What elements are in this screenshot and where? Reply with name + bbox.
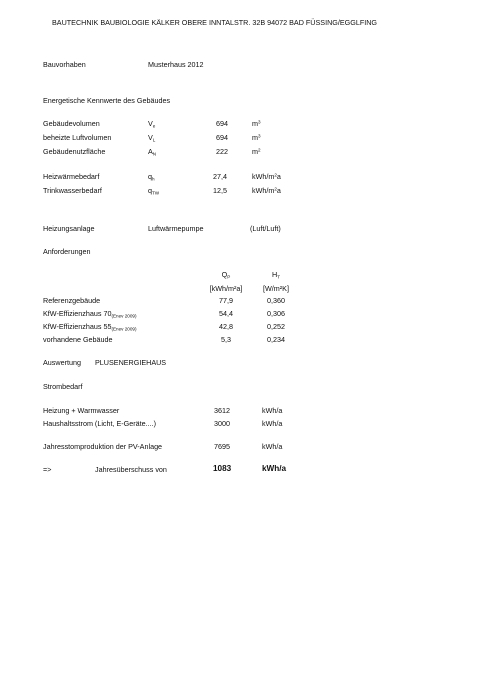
requirements-title: Anforderungen: [43, 247, 91, 256]
row-label: beheizte Luftvolumen: [43, 133, 112, 142]
row-unit: $m^3$: [252, 119, 261, 128]
row-label: Referenzgebäude: [43, 296, 101, 305]
row-value: 222: [216, 147, 228, 156]
row-symbol: $q_h$: [148, 172, 155, 182]
row-label: Heizung + Warmwasser: [43, 406, 120, 415]
row-unit: $m^3$: [252, 133, 261, 142]
row-label: Jahresstomproduktion der PV-Anlage: [43, 442, 163, 451]
row-value-qp: 5,3: [221, 335, 231, 344]
heating-value: Luftwärmepumpe: [148, 224, 204, 233]
col2-unit: [W/m²K]: [263, 284, 289, 293]
heating-note: (Luft/Luft): [250, 224, 281, 233]
row-value: 1083: [213, 464, 232, 473]
row-value-qp: 54,4: [219, 309, 233, 318]
row-value-ht: 0,306: [267, 309, 285, 318]
row-label: Heizwärmebedarf: [43, 172, 100, 181]
row-value-ht: 0,360: [267, 296, 285, 305]
row-value: 12,5: [213, 186, 227, 195]
row-symbol: $q_{TW}$: [148, 186, 160, 196]
row-value: 694: [216, 119, 228, 128]
row-value-qp: 42,8: [219, 322, 233, 331]
row-unit: kWh/$m^2a$: [252, 186, 281, 195]
row-label: Haushaltsstrom (Licht, E-Geräte....): [43, 419, 157, 428]
row-symbol: $V_L$: [148, 133, 156, 143]
row-label: Jahresüberschuss von: [95, 465, 167, 474]
row-unit: kWh/a: [262, 464, 287, 473]
row-value-ht: 0,234: [267, 335, 285, 344]
col2-header: $H_T$: [271, 270, 280, 280]
row-value-qp: 77,9: [219, 296, 233, 305]
arrow-icon: =>: [43, 465, 52, 474]
col1-header: $Q_P$: [221, 270, 231, 280]
heating-label: Heizungsanlage: [43, 224, 95, 233]
row-value: 3612: [214, 406, 230, 415]
row-symbol: $A_N$: [148, 147, 157, 157]
row-value: 694: [216, 133, 228, 142]
row-label: Trinkwasserbedarf: [43, 186, 102, 195]
row-label: KfW-Effizienzhaus $70_{(Enev 2009)}$: [43, 309, 137, 319]
row-unit: kWh/a: [262, 442, 283, 451]
row-unit: kWh/a: [262, 419, 283, 428]
row-label: Gebäudenutzfläche: [43, 147, 106, 156]
project-value: Musterhaus 2012: [148, 60, 204, 69]
col1-unit: [kWh/m²a]: [209, 284, 243, 293]
row-value: 7695: [214, 442, 230, 451]
power-title: Strombedarf: [43, 382, 83, 391]
energy-title: Energetische Kennwerte des Gebäudes: [43, 96, 171, 105]
row-value: 3000: [214, 419, 230, 428]
row-value: 27,4: [213, 172, 227, 181]
row-unit: $m^2$: [252, 147, 261, 156]
row-label: Gebäudevolumen: [43, 119, 100, 128]
row-unit: kWh/$m^2a$: [252, 172, 281, 181]
evaluation-value: PLUSENERGIEHAUS: [95, 358, 167, 367]
row-label: vorhandene Gebäude: [43, 335, 113, 344]
row-label: KfW-Effizienzhaus $55_{(Enev 2009)}$: [43, 322, 137, 332]
letterhead: BAUTECHNIK BAUBIOLOGIE KÄLKER OBERE INNTALSTR. 32B 94072 BAD FÜSSING/EGGLFING: [52, 18, 377, 27]
evaluation-label: Auswertung: [43, 358, 81, 367]
row-unit: kWh/a: [262, 406, 283, 415]
row-symbol: $V_e$: [148, 119, 156, 129]
project-label: Bauvorhaben: [43, 60, 86, 69]
row-value-ht: 0,252: [267, 322, 285, 331]
